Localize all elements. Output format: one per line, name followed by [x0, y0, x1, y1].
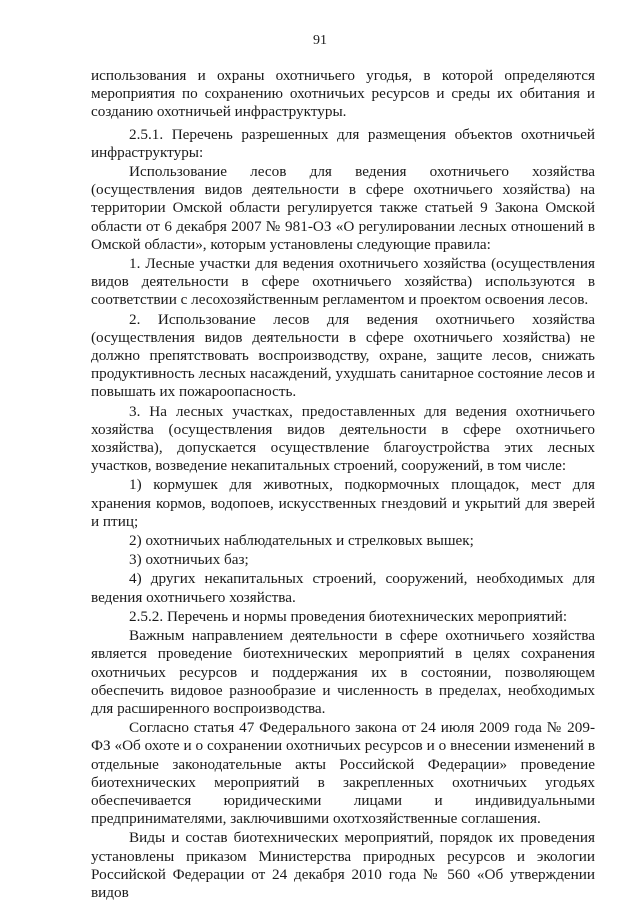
paragraph: 2.5.1. Перечень разрешенных для размещения объектов охотничьей инфраструктуры:: [91, 125, 595, 161]
paragraph: 2) охотничьих наблюдательных и стрелковых вышек;: [129, 532, 474, 550]
paragraph: 3. На лесных участках, предоставленных для ведения охотничьего хозяйства (осуществления видов деятельности в сфере охотничьего хозяйства), допускается осуществление благоустройства этих лесных участков, возведение некапитальных строений, сооружений, в том числе:: [91, 402, 595, 475]
paragraph: 2.5.2. Перечень и нормы проведения биотехнических мероприятий:: [129, 607, 568, 625]
paragraph: использования и охраны охотничьего угодья, в которой определяются мероприятия по сохранению охотничьих ресурсов и среды их обитания и созданию охотничьей инфраструктуры.: [91, 67, 595, 121]
paragraph: 1) кормушек для животных, подкормочных площадок, мест для хранения кормов, водопоев, искусственных гнездовий и укрытий для зверей и птиц;: [91, 476, 595, 530]
paragraph: Согласно статья 47 Федерального закона от 24 июля 2009 года № 209-ФЗ «Об охоте и о сохранении охотничьих ресурсов и о внесении изменений в отдельные законодательные акты Российской Федерации» проведение биотехнических мероприятий в закрепленных охотничьих угодьях обеспечивается юридическими лицами и индивидуальными предпринимателями, заключившими охотхозяйственные соглашения.: [91, 719, 595, 828]
paragraph: 3) охотничьих баз;: [129, 551, 249, 569]
paragraph: Виды и состав биотехнических мероприятий, порядок их проведения установлены приказом Министерства природных ресурсов и экологии Российской Федерации от 24 декабря 2010 года № 560 «Об утверждении видов: [91, 829, 595, 901]
paragraph: 2. Использование лесов для ведения охотничьего хозяйства (осуществления видов деятельности в сфере охотничьего хозяйства) не должно препятствовать воспроизводству, охране, защите лесов, снижать продуктивность лесных насаждений, ухудшать санитарное состояние лесов и повышать их пожароопасность.: [91, 310, 595, 401]
paragraph: Важным направлением деятельности в сфере охотничьего хозяйства является проведение биотехнических мероприятий в целях сохранения охотничьих ресурсов и поддержания их в состоянии, позволяющем обеспечить видовое разнообразие и численность в пределах, необходимых для расширенного воспроизводства.: [91, 627, 595, 717]
document-body: [91, 67, 595, 903]
paragraph: Использование лесов для ведения охотничьего хозяйства (осуществления видов деятельности в сфере охотничьего хозяйства) на территории Омской области регулируется также статьей 9 Закона Омской области от 6 декабря 2007 № 981-ОЗ «О регулировании лесных отношений в Омской области», которым установлены следующие правила:: [91, 163, 595, 253]
paragraph: 1. Лесные участки для ведения охотничьего хозяйства (осуществления видов деятельности в сфере охотничьего хозяйства) используются в соответствии с лесохозяйственным регламентом и проектом освоения лесов.: [91, 255, 595, 309]
page-number: 91: [313, 33, 327, 48]
paragraph: 4) других некапитальных строений, сооружений, необходимых для ведения охотничьего хозяйства.: [91, 570, 595, 606]
